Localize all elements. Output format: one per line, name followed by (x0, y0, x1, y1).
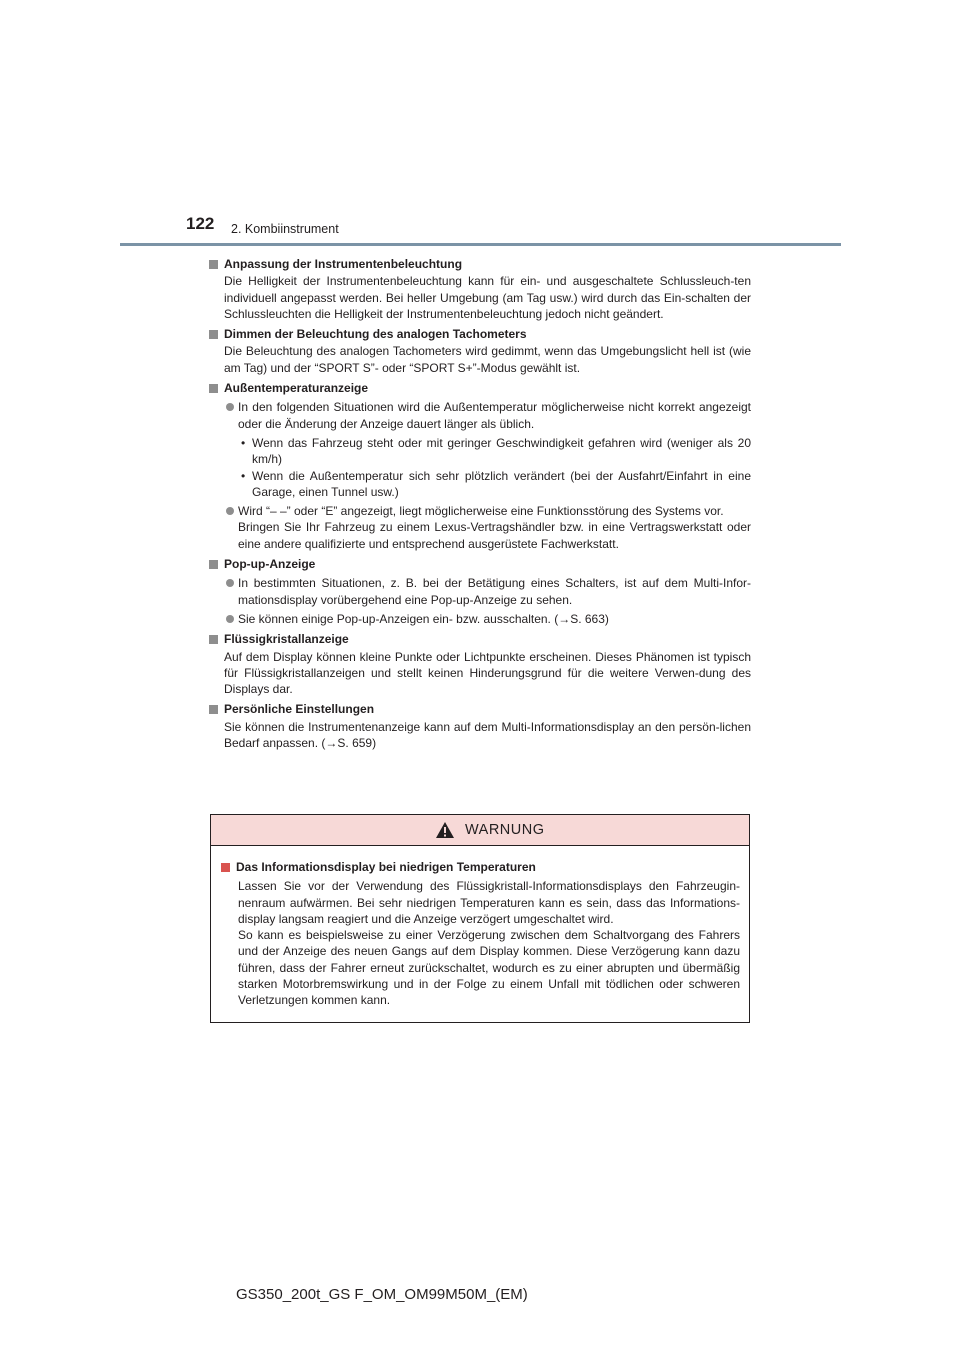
chapter-title: 2. Kombiinstrument (231, 222, 339, 236)
section-title: Anpassung der Instrumentenbeleuchtung (208, 256, 751, 272)
section-popup-display (208, 556, 751, 627)
sub-list-item: • Wenn die Außentemperatur sich sehr plötzlich verändert (bei der Ausfahrt/Einfahrt in eine Garage, einen Tunnel usw.) (241, 468, 751, 499)
square-bullet-icon (209, 705, 218, 714)
list-item: In bestimmten Situationen, z. B. bei der Betätigung eines Schalters, ist auf dem Multi-Infor-mationsdisplay vorübergehend eine Pop-up-Anzeige zu sehen. (208, 575, 751, 608)
warning-text: So kann es beispielsweise zu einer Verzögerung zwischen dem Schaltvorgang des Fahrers und der Anzeige des neuen Gangs auf dem Display kommen. Diese Verzögerung kann dazu führen, dass der Fahrer erneut zurückschaltet, wodurch es zu einer abrupten und übermäßig starken Motorbremswirkung und in der Folge zu einem Unfall mit tödlichen oder schweren Verletzungen kommen kann. (238, 928, 740, 1008)
main-content (208, 256, 751, 755)
section-tachometer-dimming (208, 326, 751, 376)
square-bullet-icon (221, 863, 230, 872)
round-bullet-icon (226, 579, 234, 587)
section-text: Die Helligkeit der Instrumentenbeleuchtung kann für ein- und ausgeschaltete Schlussleuch-ten individuell angepasst werden. Bei heller Umgebung (am Tag usw.) wird durch das Ein-schalten der Schlussleuchten die Helligkeit der Instrumentenbeleuchtung jedoch nicht geändert. (224, 274, 751, 321)
warning-text: Lassen Sie vor der Verwendung des Flüssigkristall-Informationsdisplays den Fahrzeugin-nenraum aufwärmen. Bei sehr niedrigen Temperaturen kann es sein, dass das Informations-display langsam reagiert und die Anzeige verzögert umgeschaltet wird. (238, 879, 740, 926)
list-item: Sie können einige Pop-up-Anzeigen ein- bzw. ausschalten. (→S. 663) (208, 611, 751, 627)
small-bullet-icon: • (241, 468, 246, 483)
header-divider (120, 243, 841, 246)
square-bullet-icon (209, 330, 218, 339)
list-item: Wird “– –” oder “E” angezeigt, liegt möglicherweise eine Funktionsstörung des Systems vor. Bringen Sie Ihr Fahrzeug zu einem Lexus-Vertragshändler bzw. in eine Vertragswerkstatt oder eine andere qualifizierte und entsprechend ausgerüstete Fachwerkstatt. (208, 503, 751, 552)
section-text: Auf dem Display können kleine Punkte oder Lichtpunkte erscheinen. Dieses Phänomen ist typisch für Flüssigkristallanzeigen und stellt keinen Hinderungsgrund für die weitere Verwen-dung des Displays dar. (224, 649, 751, 697)
section-text: Sie können die Instrumentenanzeige kann auf dem Multi-Informationsdisplay an den persön-lichen Bedarf anpassen. (→S. 659) (224, 719, 751, 751)
section-title: Flüssigkristallanzeige (208, 631, 751, 647)
section-title: Außentemperaturanzeige (208, 380, 751, 396)
warning-heading: WARNUNG (465, 822, 545, 838)
round-bullet-icon (226, 615, 234, 623)
section-title: Persönliche Einstellungen (208, 701, 751, 717)
section-title: Dimmen der Beleuchtung des analogen Tachometers (208, 326, 751, 342)
warning-body (211, 846, 749, 1009)
warning-title: Das Informationsdisplay bei niedrigen Temperaturen (220, 859, 740, 875)
sub-list-item: • Wenn das Fahrzeug steht oder mit geringer Geschwindigkeit gefahren wird (weniger als 20 km/h) (241, 435, 751, 467)
page-number: 122 (186, 214, 215, 233)
square-bullet-icon (209, 635, 218, 644)
warning-triangle-icon (435, 821, 455, 839)
section-lcd (208, 631, 751, 697)
section-instrument-lighting (208, 256, 751, 322)
square-bullet-icon (209, 384, 218, 393)
section-title: Pop-up-Anzeige (208, 556, 751, 572)
round-bullet-icon (226, 507, 234, 515)
warning-box (210, 814, 750, 1023)
warning-header (211, 815, 749, 846)
footer-code: GS350_200t_GS F_OM_OM99M50M_(EM) (236, 1286, 528, 1303)
section-personal-settings (208, 701, 751, 751)
round-bullet-icon (226, 403, 234, 411)
square-bullet-icon (209, 260, 218, 269)
small-bullet-icon: • (241, 435, 246, 450)
list-item: In den folgenden Situationen wird die Außentemperatur möglicherweise nicht korrekt angezeigt oder die Änderung der Anzeige dauert länger als üblich. (208, 399, 751, 432)
square-bullet-icon (209, 560, 218, 569)
section-outside-temperature (208, 380, 751, 552)
section-text: Die Beleuchtung des analogen Tachometers wird gedimmt, wenn das Umgebungslicht hell ist (wie am Tag) und der “SPORT S”- oder “SPORT S+”-Modus gewählt ist. (224, 344, 751, 375)
